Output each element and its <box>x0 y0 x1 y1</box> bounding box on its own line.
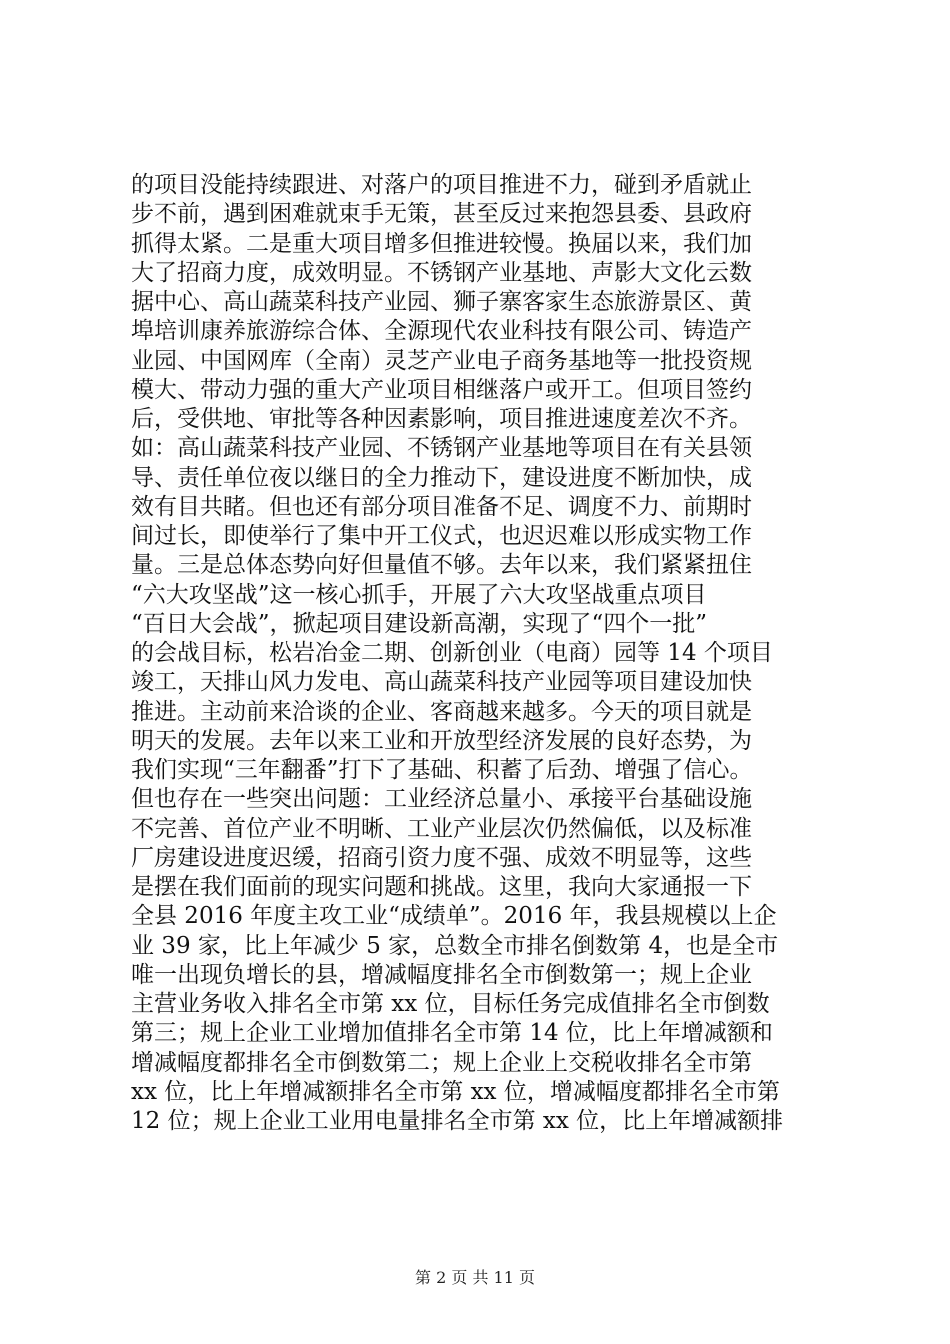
text-line: 竣工，天排山风力发电、高山蔬菜科技产业园等项目建设加快 <box>131 669 752 696</box>
text-line: 推进。主动前来洽谈的企业、客商越来越多。今天的项目就是 <box>131 698 752 725</box>
text-line: 抓得太紧。二是重大项目增多但推进较慢。换届以来，我们加 <box>131 230 752 257</box>
text-line: 效有目共睹。但也还有部分项目准备不足、调度不力、前期时 <box>131 493 752 520</box>
text-line: 增减幅度都排名全市倒数第二；规上企业上交税收排名全市第 <box>131 1049 752 1076</box>
body-text <box>131 171 821 1136</box>
text-line: 不完善、首位产业不明晰、工业产业层次仍然偏低，以及标准 <box>131 815 752 842</box>
text-line: 据中心、高山蔬菜科技产业园、狮子寨客家生态旅游景区、黄 <box>131 289 752 315</box>
text-line: 第三；规上企业工业增加值排名全市第 14 位，比上年增减额和 <box>131 1020 773 1047</box>
text-line: “百日大会战”，掀起项目建设新高潮，实现了“四个一批” <box>131 610 708 637</box>
page-footer: 第 2 页 共 11 页 <box>415 1268 535 1287</box>
text-line: 12 位；规上企业工业用电量排名全市第 xx 位，比上年增减额排 <box>131 1108 784 1134</box>
text-line: 但也存在一些突出问题：工业经济总量小、承接平台基础设施 <box>131 786 752 813</box>
text-line: 业园、中国网库（全南）灵芝产业电子商务基地等一批投资规 <box>131 347 752 374</box>
text-line: 的项目没能持续跟进、对落户的项目推进不力，碰到矛盾就止 <box>131 172 752 198</box>
text-line: 的会战目标，松岩冶金二期、创新创业（电商）园等 14 个项目 <box>131 640 773 666</box>
text-line: 步不前，遇到困难就束手无策，甚至反过来抱怨县委、县政府 <box>131 201 752 228</box>
text-line: 模大、带动力强的重大产业项目相继落户或开工。但项目签约 <box>131 376 752 403</box>
text-line: 大了招商力度，成效明显。不锈钢产业基地、声影大文化云数 <box>131 259 752 286</box>
text-line: 厂房建设进度迟缓，招商引资力度不强、成效不明显等，这些 <box>131 844 752 871</box>
text-line: 是摆在我们面前的现实问题和挑战。这里，我向大家通报一下 <box>131 874 752 900</box>
text-line: 埠培训康养旅游综合体、全源现代农业科技有限公司、铸造产 <box>131 318 752 345</box>
text-line: 唯一出现负增长的县，增减幅度排名全市倒数第一；规上企业 <box>131 961 752 988</box>
text-line: 业 39 家，比上年减少 5 家，总数全市排名倒数第 4，也是全市 <box>131 932 779 959</box>
text-line: 后，受供地、审批等各种因素影响，项目推进速度差次不齐。 <box>131 406 752 432</box>
text-line: 主营业务收入排名全市第 xx 位，目标任务完成值排名全市倒数 <box>131 991 770 1017</box>
text-line: 间过长，即使举行了集中开工仪式，也迟迟难以形成实物工作 <box>131 523 752 549</box>
text-line: 全县 2016 年度主攻工业“成绩单”。2016 年，我县规模以上企 <box>131 903 777 930</box>
text-line: 如：高山蔬菜科技产业园、不锈钢产业基地等项目在有关县领 <box>131 435 752 462</box>
text-line: “六大攻坚战”这一核心抓手，开展了六大攻坚战重点项目 <box>131 581 707 608</box>
text-line: xx 位，比上年增减额排名全市第 xx 位，增减幅度都排名全市第 <box>131 1078 780 1105</box>
text-line: 我们实现“三年翻番”打下了基础、积蓄了后劲、增强了信心。 <box>131 757 753 783</box>
text-line: 量。三是总体态势向好但量值不够。去年以来，我们紧紧扭住 <box>131 552 752 579</box>
text-line: 导、责任单位夜以继日的全力推动下，建设进度不断加快，成 <box>131 464 752 491</box>
text-line: 明天的发展。去年以来工业和开放型经济发展的良好态势，为 <box>131 727 752 754</box>
